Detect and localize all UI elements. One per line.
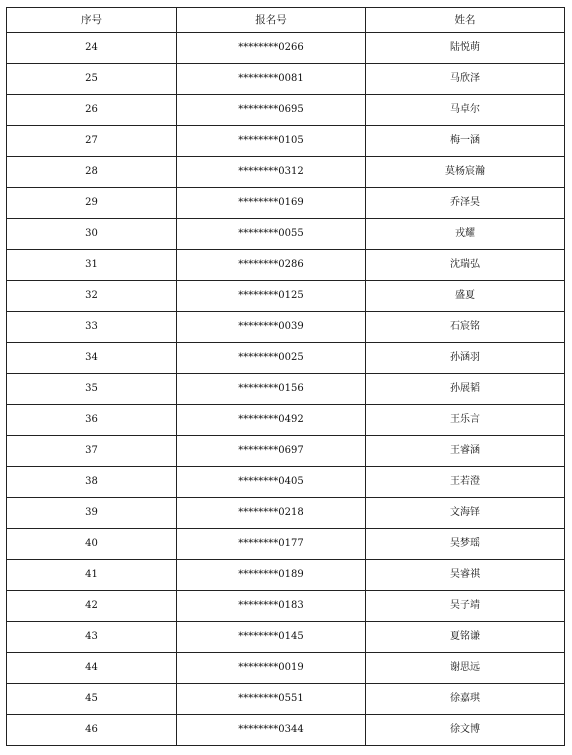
cell-serial-number: 30: [7, 219, 177, 250]
cell-registration-number: ********0105: [177, 126, 366, 157]
cell-name: 夏铭谦: [366, 622, 565, 653]
cell-serial-number: 43: [7, 622, 177, 653]
cell-registration-number: ********0156: [177, 374, 366, 405]
cell-serial-number: 42: [7, 591, 177, 622]
cell-serial-number: 31: [7, 250, 177, 281]
table-row: [7, 560, 565, 591]
cell-registration-number: ********0125: [177, 281, 366, 312]
cell-serial-number: 34: [7, 343, 177, 374]
cell-name: 吴子靖: [366, 591, 565, 622]
cell-serial-number: 45: [7, 684, 177, 715]
header-serial-number: 序号: [7, 8, 177, 33]
table-row: [7, 591, 565, 622]
cell-registration-number: ********0039: [177, 312, 366, 343]
cell-name: 文海铎: [366, 498, 565, 529]
cell-serial-number: 40: [7, 529, 177, 560]
cell-name: 吴睿祺: [366, 560, 565, 591]
table-header: [7, 8, 565, 33]
cell-serial-number: 37: [7, 436, 177, 467]
cell-registration-number: ********0183: [177, 591, 366, 622]
table-row: [7, 250, 565, 281]
table-row: [7, 374, 565, 405]
cell-registration-number: ********0019: [177, 653, 366, 684]
cell-serial-number: 41: [7, 560, 177, 591]
cell-serial-number: 36: [7, 405, 177, 436]
cell-name: 戎耀: [366, 219, 565, 250]
roster-table: [6, 7, 565, 746]
table-row: [7, 653, 565, 684]
cell-name: 谢思远: [366, 653, 565, 684]
table-row: [7, 529, 565, 560]
table-row: [7, 219, 565, 250]
cell-serial-number: 28: [7, 157, 177, 188]
cell-name: 孙展韬: [366, 374, 565, 405]
cell-serial-number: 24: [7, 33, 177, 64]
cell-registration-number: ********0695: [177, 95, 366, 126]
cell-name: 沈瑞弘: [366, 250, 565, 281]
table-row: [7, 498, 565, 529]
cell-registration-number: ********0177: [177, 529, 366, 560]
cell-registration-number: ********0081: [177, 64, 366, 95]
cell-name: 王乐言: [366, 405, 565, 436]
cell-name: 梅一涵: [366, 126, 565, 157]
cell-name: 石宸铭: [366, 312, 565, 343]
cell-name: 盛夏: [366, 281, 565, 312]
table-row: [7, 715, 565, 746]
cell-name: 吴梦瑶: [366, 529, 565, 560]
cell-serial-number: 44: [7, 653, 177, 684]
table-row: [7, 343, 565, 374]
table-row: [7, 405, 565, 436]
cell-registration-number: ********0312: [177, 157, 366, 188]
header-registration-number: 报名号: [177, 8, 366, 33]
cell-name: 马卓尔: [366, 95, 565, 126]
cell-name: 徐文博: [366, 715, 565, 746]
cell-serial-number: 26: [7, 95, 177, 126]
cell-name: 乔泽昊: [366, 188, 565, 219]
table-row: [7, 436, 565, 467]
cell-registration-number: ********0218: [177, 498, 366, 529]
cell-registration-number: ********0492: [177, 405, 366, 436]
cell-serial-number: 35: [7, 374, 177, 405]
cell-name: 王若澄: [366, 467, 565, 498]
cell-serial-number: 46: [7, 715, 177, 746]
cell-registration-number: ********0025: [177, 343, 366, 374]
cell-registration-number: ********0055: [177, 219, 366, 250]
cell-serial-number: 27: [7, 126, 177, 157]
cell-name: 孙涵羽: [366, 343, 565, 374]
cell-name: 陆悦萌: [366, 33, 565, 64]
cell-name: 马欣泽: [366, 64, 565, 95]
cell-registration-number: ********0145: [177, 622, 366, 653]
cell-registration-number: ********0551: [177, 684, 366, 715]
cell-name: 徐嘉琪: [366, 684, 565, 715]
cell-registration-number: ********0189: [177, 560, 366, 591]
table-row: [7, 33, 565, 64]
table-row: [7, 126, 565, 157]
header-name: 姓名: [366, 8, 565, 33]
cell-serial-number: 32: [7, 281, 177, 312]
table-row: [7, 64, 565, 95]
cell-registration-number: ********0286: [177, 250, 366, 281]
header-row: [7, 8, 565, 33]
cell-name: 莫杨宸瀚: [366, 157, 565, 188]
cell-serial-number: 39: [7, 498, 177, 529]
table-row: [7, 622, 565, 653]
table-row: [7, 95, 565, 126]
cell-serial-number: 33: [7, 312, 177, 343]
cell-serial-number: 25: [7, 64, 177, 95]
cell-registration-number: ********0266: [177, 33, 366, 64]
table-row: [7, 684, 565, 715]
table-row: [7, 467, 565, 498]
cell-registration-number: ********0405: [177, 467, 366, 498]
cell-serial-number: 38: [7, 467, 177, 498]
table-row: [7, 157, 565, 188]
table-row: [7, 281, 565, 312]
cell-name: 王睿涵: [366, 436, 565, 467]
cell-registration-number: ********0344: [177, 715, 366, 746]
cell-serial-number: 29: [7, 188, 177, 219]
table-row: [7, 312, 565, 343]
table-row: [7, 188, 565, 219]
cell-registration-number: ********0697: [177, 436, 366, 467]
cell-registration-number: ********0169: [177, 188, 366, 219]
table-body: [7, 33, 565, 746]
